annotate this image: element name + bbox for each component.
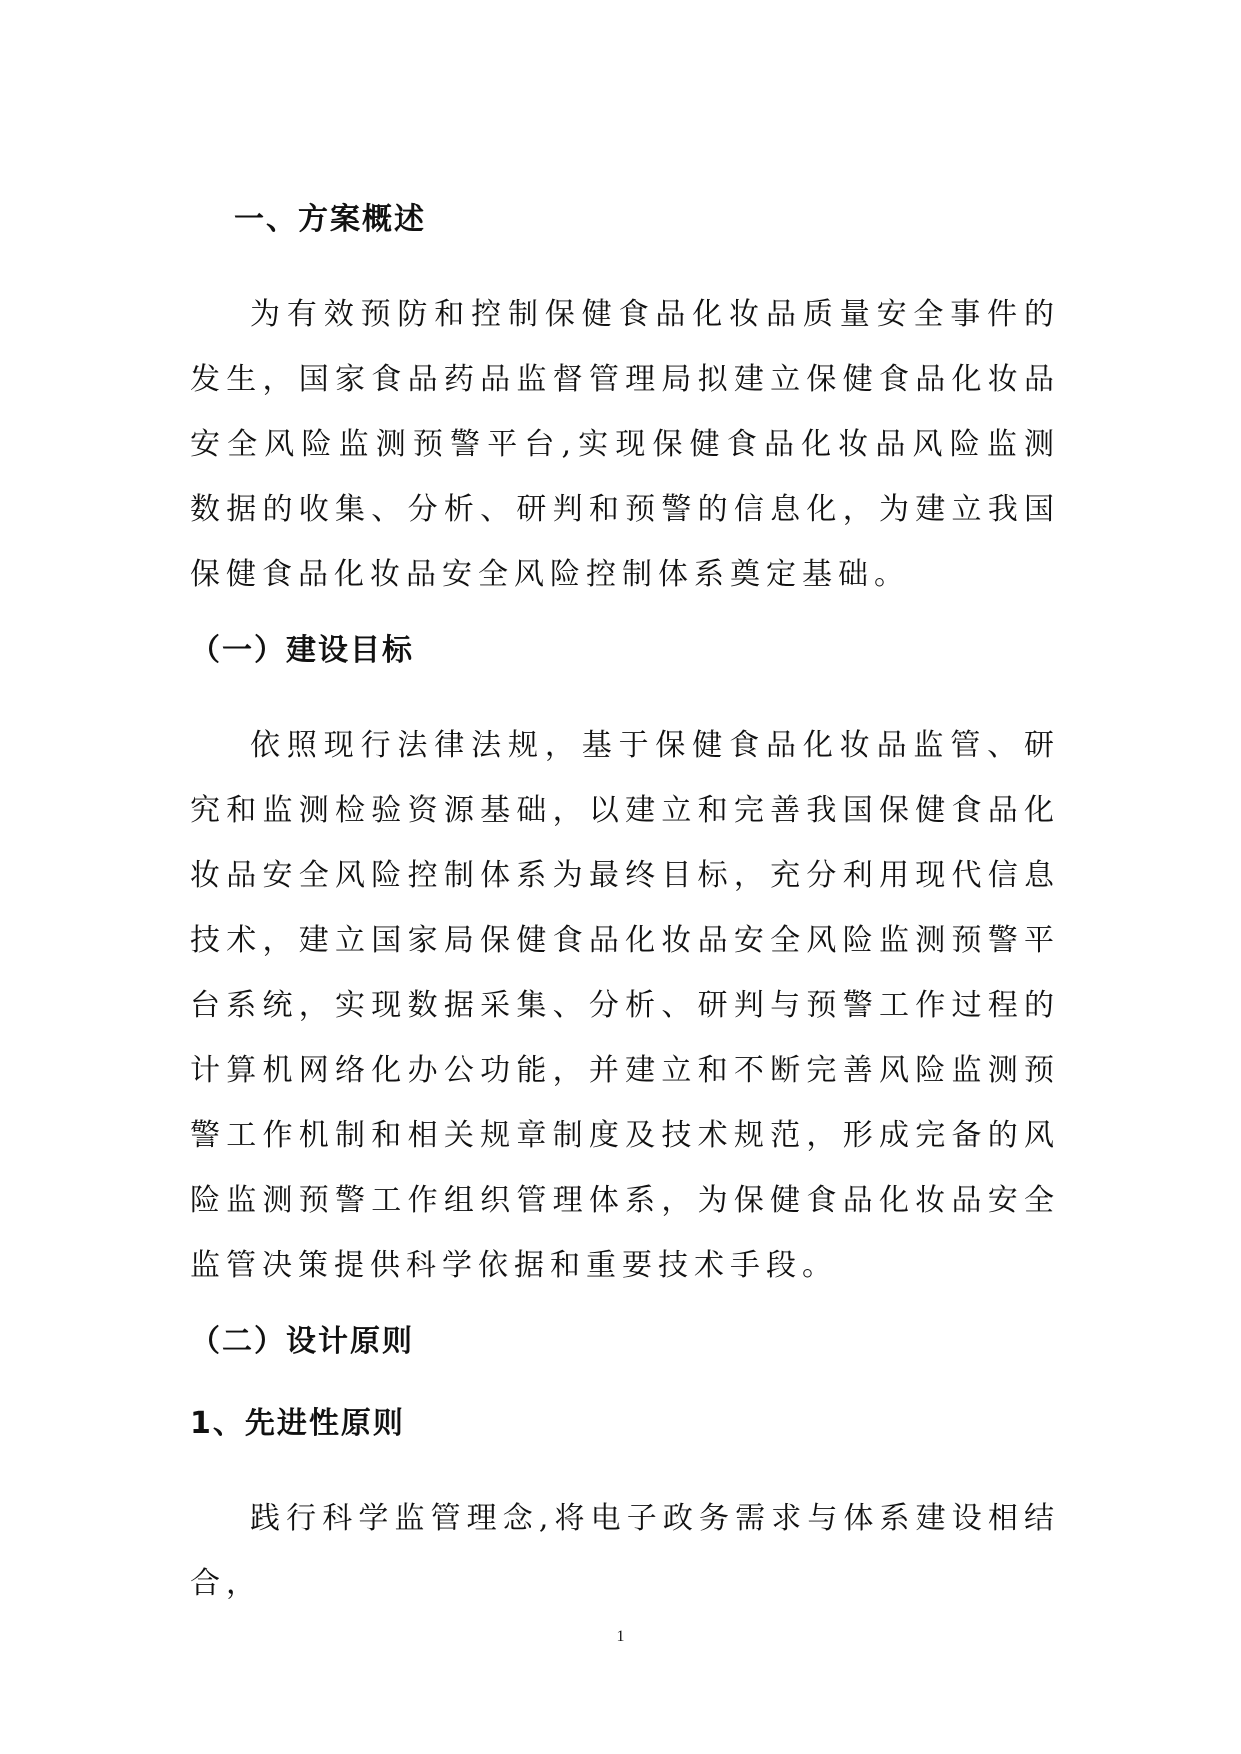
section-heading-overview: 一、方案概述	[234, 202, 426, 237]
paragraph-goals: 依照现行法律法规，基于保健食品化妆品监管、研究和监测检验资源基础，以建立和完善我国保健食品化妆品安全风险控制体系为最终目标，充分利用现代信息技术，建立国家局保健食品化妆品安全风险监测预警平台系统，实现数据采集、分析、研判与预警工作过程的计算机网络化办公功能，并建立和不断完善风险监测预警工作机制和相关规章制度及技术规范，形成完备的风险监测预警工作组织管理体系，为保健食品化妆品安全监管决策提供科学依据和重要技术手段。	[190, 728, 1060, 1283]
section-heading-principles: （二）设计原则	[190, 1324, 414, 1359]
section-heading-goals: （一）建设目标	[190, 633, 414, 668]
paragraph-advanced-principle: 践行科学监管理念,将电子政务需求与体系建设相结合，	[190, 1501, 1060, 1601]
document-body	[190, 200, 1060, 1640]
subsection-heading-advanced-principle: 1、先进性原则	[190, 1406, 405, 1441]
page-number: 1	[616, 1628, 625, 1645]
paragraph-overview: 为有效预防和控制保健食品化妆品质量安全事件的发生，国家食品药品监督管理局拟建立保健食品化妆品安全风险监测预警平台,实现保健食品化妆品风险监测数据的收集、分析、研判和预警的信息化，为建立我国保健食品化妆品安全风险控制体系奠定基础。	[190, 297, 1060, 592]
